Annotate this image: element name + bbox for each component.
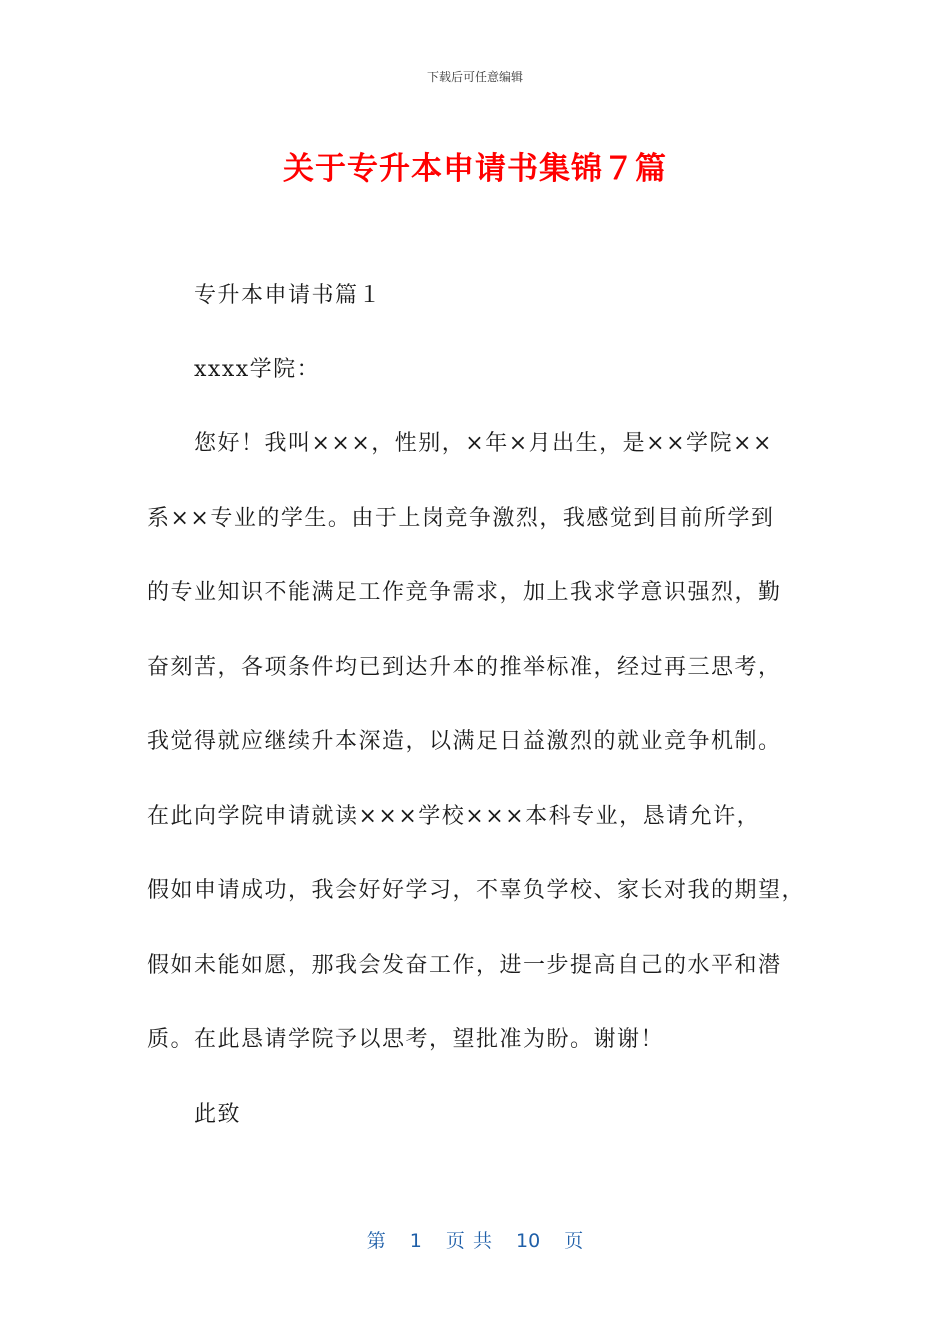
footer-prefix: 第	[366, 1230, 386, 1252]
body-line: 我觉得就应继续升本深造，以满足日益激烈的就业竞争机制。	[147, 729, 782, 754]
footer-middle: 页 共	[445, 1230, 492, 1252]
salutation: xxxx学院：	[194, 357, 321, 382]
page-footer	[0, 1226, 950, 1253]
header-note: 下载后可任意编辑	[426, 70, 523, 84]
footer-total-pages: 10	[516, 1230, 541, 1252]
body-line: 质。在此恳请学院予以思考，望批准为盼。谢谢！	[147, 1027, 665, 1052]
body-line: 的专业知识不能满足工作竞争需求，加上我求学意识强烈，勤	[147, 580, 782, 605]
body-line: 奋刻苦，各项条件均已到达升本的推举标准，经过再三思考，	[147, 655, 782, 680]
section-heading: 专升本申请书篇１	[194, 283, 383, 308]
body-line: 系××专业的学生。由于上岗竞争激烈，我感觉到目前所学到	[147, 506, 775, 531]
body-line: 您好！我叫×××，性别，×年×月出生，是××学院××	[194, 431, 773, 456]
closing: 此致	[194, 1102, 242, 1127]
body-line: 在此向学院申请就读×××学校×××本科专业，恳请允许，	[147, 804, 761, 829]
body-line: 假如申请成功，我会好好学习，不辜负学校、家长对我的期望，	[147, 878, 806, 903]
footer-suffix: 页	[564, 1230, 584, 1252]
footer-current-page: 1	[409, 1230, 422, 1252]
document-title: 关于专升本申请书集锦７篇	[283, 151, 667, 187]
body-line: 假如未能如愿，那我会发奋工作，进一步提高自己的水平和潜	[147, 953, 782, 978]
